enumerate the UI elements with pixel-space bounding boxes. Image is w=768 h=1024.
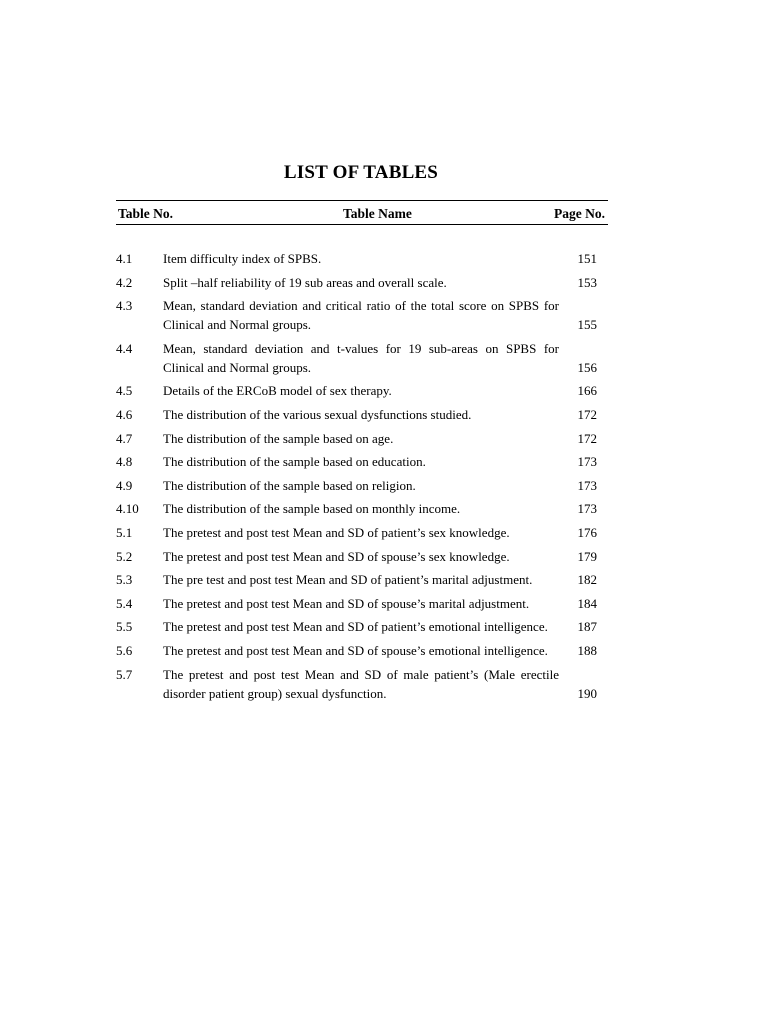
entry-title: The distribution of the sample based on religion. xyxy=(163,477,416,493)
entry-number: 5.3 xyxy=(116,572,133,588)
entry-number: 5.1 xyxy=(116,524,133,540)
entry-number: 4.10 xyxy=(116,501,139,517)
entry-title: Split –half reliability of 19 sub areas and overall scale. xyxy=(163,274,447,290)
list-item xyxy=(116,405,608,424)
entry-number: 4.6 xyxy=(116,406,133,422)
entry-page: 187 xyxy=(577,619,597,635)
entry-page: 173 xyxy=(577,477,597,493)
header-table-name: Table Name xyxy=(343,206,412,221)
list-item xyxy=(116,429,608,448)
list-item xyxy=(116,641,608,660)
entry-number: 4.1 xyxy=(116,251,133,266)
entry-title: The pretest and post test Mean and SD of patient’s emotional intelligence. xyxy=(163,619,548,635)
list-item xyxy=(116,570,608,589)
entry-number: 4.7 xyxy=(116,430,133,446)
entry-number: 4.2 xyxy=(116,274,133,290)
entry-number: 4.9 xyxy=(116,477,133,493)
list-item xyxy=(116,339,608,377)
header-page-no: Page No. xyxy=(554,206,605,221)
list-item xyxy=(116,617,608,636)
list-item xyxy=(116,452,608,471)
entry-page: 182 xyxy=(577,572,597,588)
table-header xyxy=(116,206,608,222)
entry-page: 173 xyxy=(577,501,597,517)
entry-title: The pretest and post test Mean and SD of spouse’s emotional intelligence. xyxy=(163,642,548,658)
entry-number: 5.6 xyxy=(116,642,133,658)
list-item xyxy=(116,499,608,518)
list-item xyxy=(116,273,608,292)
page-title: LIST OF TABLES xyxy=(283,162,439,183)
entry-page: 155 xyxy=(577,317,597,333)
table-list xyxy=(116,249,608,707)
entry-page: 179 xyxy=(577,548,597,564)
entry-title: The distribution of the sample based on education. xyxy=(163,454,426,470)
entry-title: Mean, standard deviation and critical ratio of the total score on SPBS for Clinical and Normal groups. xyxy=(163,298,559,333)
entry-title: The pretest and post test Mean and SD of spouse’s sex knowledge. xyxy=(163,548,510,564)
entry-title: The pretest and post test Mean and SD of male patient’s (Male erectile disorder patient group) sexual dysfunction. xyxy=(163,666,559,701)
entry-number: 4.5 xyxy=(116,383,133,399)
table-header-top-rule xyxy=(116,200,608,201)
list-item xyxy=(116,547,608,566)
entry-number: 5.4 xyxy=(116,595,133,611)
list-item xyxy=(116,296,608,334)
entry-title: Details of the ERCoB model of sex therapy. xyxy=(163,383,392,399)
entry-page: 188 xyxy=(577,642,597,658)
entry-title: The pretest and post test Mean and SD of patient’s sex knowledge. xyxy=(163,524,510,540)
table-header-bottom-rule xyxy=(116,224,608,225)
entry-title: The pretest and post test Mean and SD of spouse’s marital adjustment. xyxy=(163,595,530,611)
header-table-no: Table No. xyxy=(118,206,174,221)
entry-page: 172 xyxy=(577,430,597,446)
entry-number: 4.3 xyxy=(116,298,133,314)
list-item xyxy=(116,523,608,542)
list-item xyxy=(116,381,608,400)
list-item xyxy=(116,476,608,495)
entry-title: Mean, standard deviation and t-values for 19 sub-areas on SPBS for Clinical and Normal groups. xyxy=(163,340,559,375)
entry-page: 184 xyxy=(577,595,597,611)
entry-number: 4.4 xyxy=(116,340,133,356)
entry-number: 5.7 xyxy=(116,666,133,682)
entry-title: Item difficulty index of SPBS. xyxy=(163,251,322,266)
entry-page: 172 xyxy=(577,406,597,422)
entry-title: The distribution of the various sexual dysfunctions studied. xyxy=(163,406,472,422)
entry-page: 151 xyxy=(577,251,597,266)
list-item xyxy=(116,665,608,703)
entry-page: 190 xyxy=(577,685,597,701)
list-item xyxy=(116,594,608,613)
entry-page: 166 xyxy=(577,383,597,399)
entry-page: 153 xyxy=(577,274,597,290)
entry-number: 5.5 xyxy=(116,619,133,635)
entry-title: The distribution of the sample based on monthly income. xyxy=(163,501,461,517)
entry-number: 4.8 xyxy=(116,454,133,470)
entry-page: 156 xyxy=(577,359,597,375)
entry-title: The distribution of the sample based on age. xyxy=(163,430,394,446)
entry-page: 173 xyxy=(577,454,597,470)
entry-page: 176 xyxy=(577,524,597,540)
list-item xyxy=(116,249,608,268)
entry-title: The pre test and post test Mean and SD of patient’s marital adjustment. xyxy=(163,572,533,588)
entry-number: 5.2 xyxy=(116,548,133,564)
